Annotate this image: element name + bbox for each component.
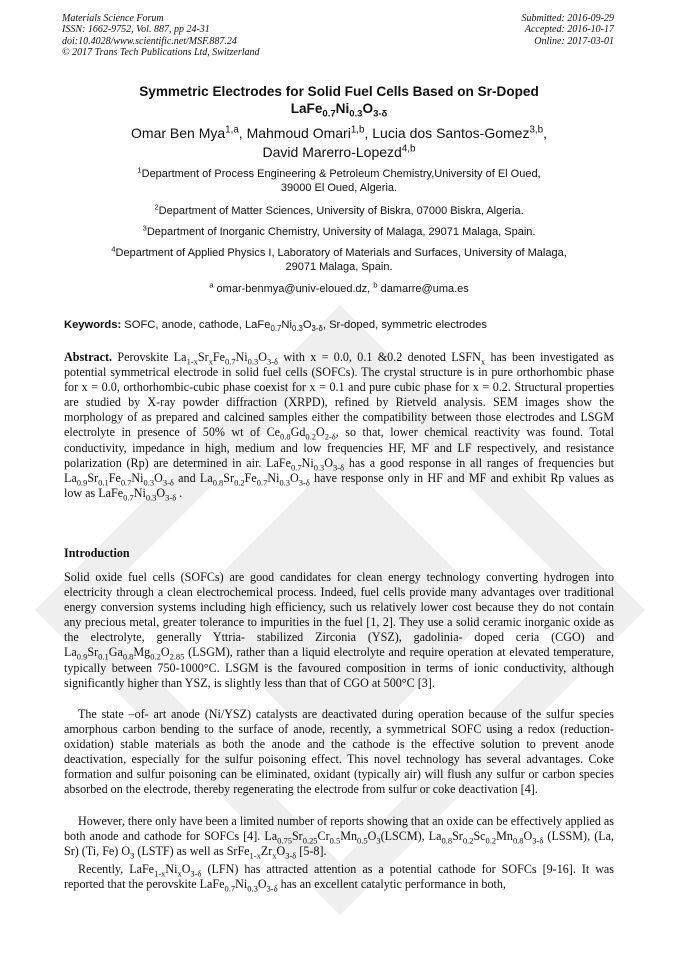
journal-header-left [62,13,260,59]
affiliation-3: $^3$Department of Inorganic Chemistry, University of Malaga, 29071 Malaga, Spain. [142,223,536,238]
doi-line: doi:10.4028/www.scientific.net/MSF.887.24 [62,35,237,47]
intro-paragraph-1: Solid oxide fuel cells (SOFCs) are good candidates for clean energy technology converting hydrogen into electricity through a clean electrochemical process. Indeed, fuel cells provide many advantages over traditional energy conversion systems including high efficiency, such us relatively lower cost because they do not contain any precious metal, greater tolerance to impurities in the fuel [1, 2]. They use a solid ceramic inorganic oxide as the electrolyte, generally Yttria- stabilized Zirconia (YSZ), gadolinia- doped ceria (CGO) and $La_{0.9}Sr_{0.1}Ga_{0.8}Mg_{0.2}O_{2.85}$ (LSGM), rather than a liquid electrolyte and require operation at elevated temperature, typically between 750-1000°C. LSGM is the favoured composition in terms of ionic conductivity, although significantly higher than YSZ, is slightly less than that of CGO at 500°C [3]. [64,570,614,690]
author-list: Omar Ben Mya$^{1,a}$, Mahmoud Omari$^{1,b}$, Lucia dos Santos-Gomez$^{3,b}$, David Marerro-Lopezd$^{4,b}$ [131,124,547,160]
section-heading-introduction: Introduction [64,546,130,560]
abstract-label: Abstract. [64,350,113,364]
title-line-1: Symmetric Electrodes for Solid Fuel Cells Based on Sr-Doped [139,84,539,99]
journal-name: Materials Science Forum [62,13,164,24]
intro-paragraph-2: The state –of- art anode (Ni/YSZ) catalysts are deactivated during operation because of the sulfur species amorphous carbon bending to the surface of anode, recently, a symmetrical SOFC using a redox (reduction- oxidation) stable materials as both the anode and the cathode is the effective solution to prevent anode deactivation, especially for the sulfur poisoning effect. This novel technology has several advantages. Coke formation and sulfur poisoning can be eliminated, oxidant (typically air) will flush any sulfur or carbon species absorbed on the electrode, thereby regenerating the electrode from sulfur or coke deactivation [4]. [64,707,614,797]
keywords-label: Keywords: [64,319,122,331]
paper-title [60,83,618,120]
online-date: Online: 2017-03-01 [534,35,614,47]
keywords: Keywords: SOFC, anode, cathode, $LaFe_{0.7}Ni_{0.3}O_{3-\delta}$, Sr-doped, symmetric electrodes [64,319,488,334]
accepted-date: Accepted: 2016-10-17 [524,24,614,36]
contact-emails: $^a$ omar-benmya@univ-eloued.dz, $^b$ damarre@uma.es [209,280,469,295]
submitted-date: Submitted: 2016-09-29 [521,13,614,24]
title-line-2: $LaFe_{0.7}Ni_{0.3}O_{3-\delta}$ [290,101,388,120]
issn-line: ISSN: 1662-9752, Vol. 887, pp 24-31 [62,24,210,36]
intro-paragraph-3: However, there only have been a limited number of reports showing that an oxide can be effectively applied as both anode and cathode for SOFCs [4]. $La_{0.75}Sr_{0.25}Cr_{0.5}Mn_{0.5}O_3(LSCM)$, $La_{0.8}Sr_{0.2}Sc_{0.2}Mn_{0.8}O_{3-\delta}$ (LSSM), (La, Sr) (Ti, Fe) $O_3$ (LSTF) as well as $SrFe_{1-x}Zr_xO_{3-\delta}$ [5-8]. [64,814,614,861]
copyright-line: © 2017 Trans Tech Publications Ltd, Switzerland [62,47,260,59]
journal-header-right [522,13,615,47]
affiliation-1: $^1$Department of Process Engineering & Petroleum Chemistry,University of El Oued, 39000 El Oued, Algeria. [137,165,541,195]
abstract: Abstract. Perovskite $La_{1-x}Sr_xFe_{0.7}Ni_{0.3}O_{3-\delta}$ with x = 0.0, 0.1 &0.2 denoted $LSFN_x$ has been investigated as potential symmetrical electrode in solid fuel cells (SOFCs). The crystal structure is in pure orthorhombic phase for x = 0.0, orthorhombic-cubic phase coexist for x = 0.1 and pure cubic phase for x = 0.2. Structural properties are studied by X-ray powder diffraction (XRPD), refined by Rietveld analysis. SEM images show the morphology of as prepared and calcined samples either the compatibility between those electrodes and LSGM electrolyte in presence of 50% wt of $Ce_{0.8}Gd_{0.2}O_{2-\delta}$, so that, lower chemical reactivity was found. Total conductivity, impedance in high, medium and low frequencies HF, MF and LF respectively, and resistance polarization (Rp) are determined in air. $LaFe_{0.7}Ni_{0.3}O_{3-\delta}$ has a good response in all ranges of frequencies but $La_{0.9}Sr_{0.1}Fe_{0.7}Ni_{0.3}O_{3-\delta}$ and $La_{0.8}Sr_{0.2}Fe_{0.7}Ni_{0.3}O_{3-\delta}$ have response only in HF and MF and exhibit Rp values as low as $LaFe_{0.7}Ni_{0.3}O_{3-\delta}$ . [64,350,615,503]
affiliation-4: $^4$Department of Applied Physics I, Laboratory of Materials and Surfaces, University of Malaga, 29071 Malaga, Spain. [111,244,567,274]
intro-paragraph-4: Recently, $LaFe_{1-x}Ni_xO_{3-\delta}$ (LFN) has attracted attention as a potential cathode for SOFCs [9-16]. It was reported that the perovskite $LaFe_{0.7}Ni_{0.3}O_{3-\delta}$ has an excellent catalytic performance in both, [64,862,615,894]
affiliation-2: $^2$Department of Matter Sciences, University of Biskra, 07000 Biskra, Algeria. [154,202,524,217]
